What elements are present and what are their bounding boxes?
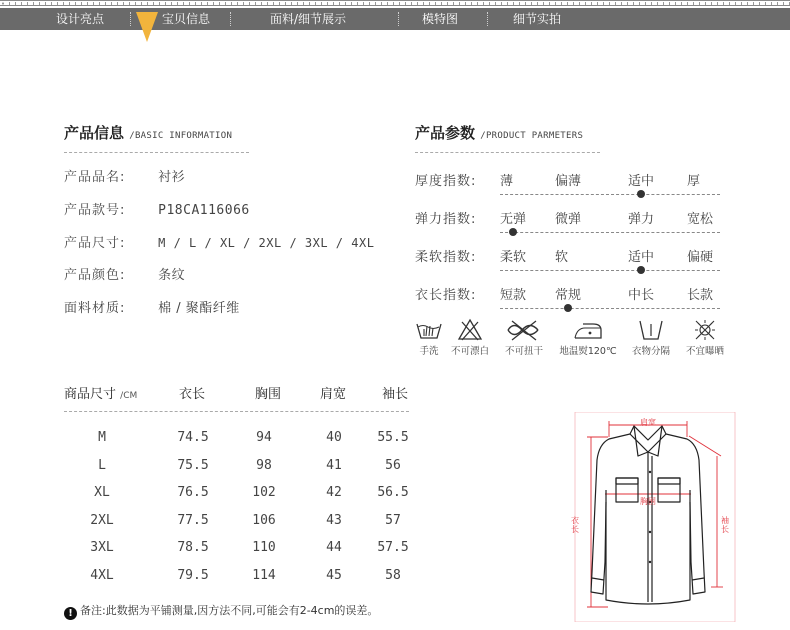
- measurement-note: [64, 602, 378, 620]
- shirt-icon: [568, 412, 744, 622]
- nav-item-model-photos[interactable]: 模特图: [422, 12, 459, 26]
- info-label: 面料材质:: [64, 301, 126, 316]
- care-label: 不可漂白: [450, 346, 489, 357]
- nav-separator: [230, 12, 231, 26]
- shirt-measurement-diagram: [568, 412, 744, 622]
- warning-icon: !: [64, 607, 77, 620]
- size-table-size-cell: 4XL: [90, 567, 114, 583]
- info-label: 产品品名:: [64, 170, 126, 185]
- nav-separator: [130, 12, 131, 26]
- care-no-sun-dry: [680, 318, 730, 357]
- param-row: [415, 170, 720, 200]
- care-wash-separately: [626, 318, 676, 357]
- param-selected-dot: [637, 266, 645, 274]
- low-iron-icon: [571, 318, 605, 342]
- param-option: 宽松: [687, 212, 714, 227]
- size-table-value-cell: 41: [326, 457, 342, 473]
- sleeve-length-label: 袖长: [721, 516, 729, 534]
- note-text: 备注:此数据为平铺测量,因方法不同,可能会有2-4cm的误差。: [80, 604, 379, 617]
- size-table-value-cell: 45: [326, 567, 342, 583]
- care-label: 不可扭干: [504, 346, 543, 357]
- divider: [415, 152, 600, 153]
- size-table-value-cell: 94: [256, 430, 272, 445]
- param-row: [415, 208, 720, 238]
- top-dotted-border: [0, 0, 790, 6]
- size-table-value-cell: 98: [256, 457, 272, 473]
- size-table-value-cell: 74.5: [177, 430, 209, 445]
- col-header-length: 衣长: [179, 387, 206, 402]
- size-table-value-cell: 77.5: [177, 512, 209, 528]
- nav-item-product-info[interactable]: 宝贝信息: [162, 12, 211, 26]
- info-row-sizes: [64, 232, 374, 251]
- param-track: [500, 308, 720, 309]
- info-row-color: [64, 264, 185, 283]
- param-option: 柔软: [500, 250, 527, 265]
- wash-separately-icon: [636, 318, 666, 342]
- care-label: 手洗: [419, 346, 439, 357]
- param-selected-dot: [637, 190, 645, 198]
- info-label: 产品颜色:: [64, 268, 126, 283]
- body-length-label: 衣长: [571, 516, 579, 534]
- nav-bar: [0, 8, 790, 30]
- no-sun-dry-icon: [692, 318, 718, 342]
- info-value: M / L / XL / 2XL / 3XL / 4XL: [158, 236, 375, 250]
- nav-separator: [487, 12, 488, 26]
- param-option: 常规: [555, 288, 582, 303]
- care-label: 不宜曝晒: [685, 346, 724, 357]
- param-option: 偏薄: [555, 174, 582, 189]
- size-table-value-cell: 79.5: [177, 567, 209, 583]
- size-table-size-cell: XL: [94, 485, 110, 500]
- care-label: 地温熨120℃: [559, 346, 617, 357]
- param-option: 适中: [628, 174, 655, 189]
- param-option: 软: [555, 250, 569, 265]
- no-bleach-icon: [457, 318, 483, 342]
- size-table-size-cell: L: [98, 457, 106, 473]
- param-label: 弹力指数:: [415, 212, 477, 227]
- info-row-name: [64, 166, 185, 185]
- active-tab-marker-icon: [136, 8, 158, 42]
- care-low-iron: [555, 318, 621, 357]
- param-option: 短款: [500, 288, 527, 303]
- chest-label: 胸围: [640, 497, 656, 506]
- size-table-header-label: 商品尺寸 /CM: [64, 387, 138, 402]
- size-table-value-cell: 76.5: [177, 485, 209, 500]
- size-table-unit: /CM: [120, 391, 138, 401]
- size-table-size-cell: M: [98, 430, 106, 445]
- info-value: 棉 / 聚酯纤维: [158, 301, 240, 316]
- param-selected-dot: [509, 228, 517, 236]
- size-table-value-cell: 56.5: [377, 485, 409, 500]
- nav-item-design-highlights[interactable]: 设计亮点: [56, 12, 105, 26]
- info-label: 产品尺寸:: [64, 236, 126, 251]
- col-header-sleeve: 袖长: [382, 387, 409, 402]
- size-table-size-cell: 2XL: [90, 512, 114, 528]
- param-track: [500, 194, 720, 195]
- info-value: P18CA116066: [158, 203, 250, 218]
- size-table-value-cell: 75.5: [177, 457, 209, 473]
- size-table-size-cell: 3XL: [90, 540, 114, 555]
- product-info-subtitle: /BASIC INFORMATION: [129, 131, 233, 141]
- size-table-value-cell: 56: [385, 457, 401, 473]
- info-value: 衬衫: [158, 170, 186, 185]
- param-row: [415, 246, 720, 276]
- param-label: 衣长指数:: [415, 288, 477, 303]
- divider: [64, 152, 249, 153]
- divider: [64, 411, 409, 412]
- size-table-value-cell: 114: [252, 567, 276, 583]
- hand-wash-icon: [415, 318, 443, 342]
- care-no-wring: [500, 318, 548, 357]
- param-track: [500, 270, 720, 271]
- no-wring-icon: [504, 318, 544, 342]
- size-table-value-cell: 102: [252, 485, 276, 500]
- param-option: 无弹: [500, 212, 527, 227]
- size-table-value-cell: 44: [326, 540, 342, 555]
- param-option: 长款: [687, 288, 714, 303]
- shoulder-width-label: 肩宽: [640, 418, 656, 427]
- param-row: [415, 284, 720, 314]
- size-table-value-cell: 55.5: [377, 430, 409, 445]
- param-option: 中长: [628, 288, 655, 303]
- nav-separator: [398, 12, 399, 26]
- param-option: 弹力: [628, 212, 655, 227]
- param-option: 薄: [500, 174, 514, 189]
- size-table-value-cell: 40: [326, 430, 342, 445]
- param-option: 适中: [628, 250, 655, 265]
- size-table-value-cell: 78.5: [177, 540, 209, 555]
- col-header-shoulder: 肩宽: [320, 387, 347, 402]
- size-table-value-cell: 110: [252, 540, 276, 555]
- size-table-value-cell: 57.5: [377, 540, 409, 555]
- info-value: 条纹: [158, 268, 186, 283]
- size-table-value-cell: 57: [385, 512, 401, 528]
- col-header-chest: 胸围: [255, 387, 282, 402]
- param-option: 偏硬: [687, 250, 714, 265]
- param-option: 厚: [687, 174, 701, 189]
- info-row-style-number: [64, 199, 250, 218]
- nav-item-detail-shots[interactable]: 细节实拍: [513, 12, 562, 26]
- param-track: [500, 232, 720, 233]
- size-table-value-cell: 42: [326, 485, 342, 500]
- product-info-title: 产品信息 /BASIC INFORMATION: [64, 124, 233, 142]
- info-row-material: [64, 297, 240, 316]
- info-label: 产品款号:: [64, 203, 126, 218]
- param-label: 厚度指数:: [415, 174, 477, 189]
- nav-item-fabric-details[interactable]: 面料/细节展示: [270, 12, 347, 26]
- care-hand-wash: [414, 318, 444, 357]
- size-table-value-cell: 43: [326, 512, 342, 528]
- product-params-subtitle: /PRODUCT PARMETERS: [480, 131, 584, 141]
- care-label: 衣物分隔: [631, 346, 670, 357]
- size-table-value-cell: 106: [252, 512, 276, 528]
- param-label: 柔软指数:: [415, 250, 477, 265]
- param-selected-dot: [564, 304, 572, 312]
- size-table-value-cell: 58: [385, 567, 401, 583]
- product-params-title: 产品参数 /PRODUCT PARMETERS: [415, 124, 584, 142]
- care-no-bleach: [446, 318, 494, 357]
- param-option: 微弹: [555, 212, 582, 227]
